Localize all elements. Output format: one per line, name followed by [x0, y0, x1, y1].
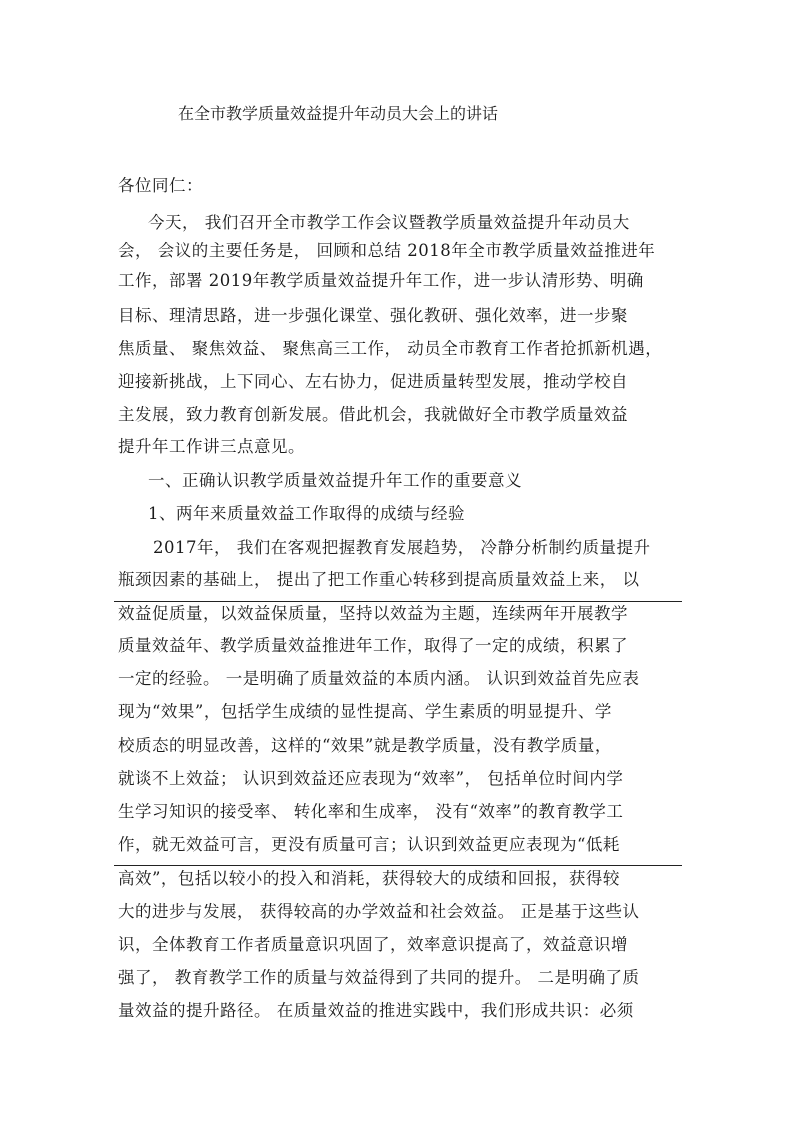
paragraph-line: 今天， 我们召开全市教学工作会议暨教学质量效益提升年动员大 [148, 213, 630, 232]
paragraph-line: 提升年工作讲三点意见。 [118, 437, 305, 456]
paragraph-line: 量效益的提升路径。 在质量效益的推进实践中，我们形成共识：必须 [118, 1001, 634, 1020]
paragraph-line: 一定的经验。 一是明确了质量效益的本质内涵。 认识到效益首先应表 [118, 669, 640, 688]
paragraph-line: 作，就无效益可言，更没有质量可言；认识到效益更应表现为“低耗 [118, 835, 620, 854]
paragraph-line: 工作，部署 2019年教学质量效益提升年工作，进一步认清形势、明确 [118, 271, 644, 290]
paragraph-line: 迎接新挑战，上下同心、左右协力，促进质量转型发展，推动学校自 [118, 372, 628, 391]
paragraph-line: 瓶颈因素的基础上， 提出了把工作重心转移到提高质量效益上来， 以 [118, 570, 640, 589]
paragraph-line: 目标、理清思路，进一步强化课堂、强化教研、强化效率，进一步聚 [118, 306, 628, 325]
paragraph-line: 质量效益年、教学质量效益推进年工作，取得了一定的成绩，积累了 [118, 636, 628, 655]
paragraph-line: 就谈不上效益； 认识到效益还应表现为“效率”， 包括单位时间内学 [118, 769, 624, 788]
page-divider-line [114, 865, 682, 866]
salutation: 各位同仁： [118, 176, 203, 195]
paragraph-line: 强了， 教育教学工作的质量与效益得到了共同的提升。 二是明确了质 [118, 968, 640, 987]
paragraph-line: 识，全体教育工作者质量意识巩固了，效率意识提高了，效益意识增 [118, 935, 628, 954]
paragraph-line: 大的进步与发展， 获得较高的办学效益和社会效益。 正是基于这些认 [118, 902, 640, 921]
paragraph-line: 现为“效果”，包括学生成绩的显性提高、学生素质的明显提升、学 [118, 702, 612, 721]
paragraph-line: 主发展，致力教育创新发展。借此机会，我就做好全市教学质量效益 [118, 405, 628, 424]
paragraph-line: 生学习知识的接受率、 转化率和生成率， 没有“效率”的教育教学工 [118, 802, 624, 821]
section-heading: 一、正确认识教学质量效益提升年工作的重要意义 [148, 471, 522, 490]
paragraph-line: 高效”，包括以较小的投入和消耗，获得较大的成绩和回报，获得较 [118, 869, 620, 888]
paragraph-line: 校质态的明显改善，这样的“效果”就是教学质量，没有教学质量， [118, 736, 612, 755]
document-title: 在全市教学质量效益提升年动员大会上的讲话 [178, 104, 499, 123]
subsection-heading: 1、两年来质量效益工作取得的成绩与经验 [148, 504, 465, 523]
paragraph-line: 效益促质量，以效益保质量，坚持以效益为主题，连续两年开展教学 [118, 604, 628, 623]
paragraph-line: 焦质量、 聚焦效益、 聚焦高三工作， 动员全市教育工作者抢抓新机遇， [118, 339, 663, 358]
page-divider-line [114, 601, 682, 602]
paragraph-line: 2017年， 我们在客观把握教育发展趋势， 冷静分析制约质量提升 [153, 538, 651, 557]
paragraph-line: 会， 会议的主要任务是， 回顾和总结 2018年全市教学质量效益推进年 [118, 241, 656, 260]
